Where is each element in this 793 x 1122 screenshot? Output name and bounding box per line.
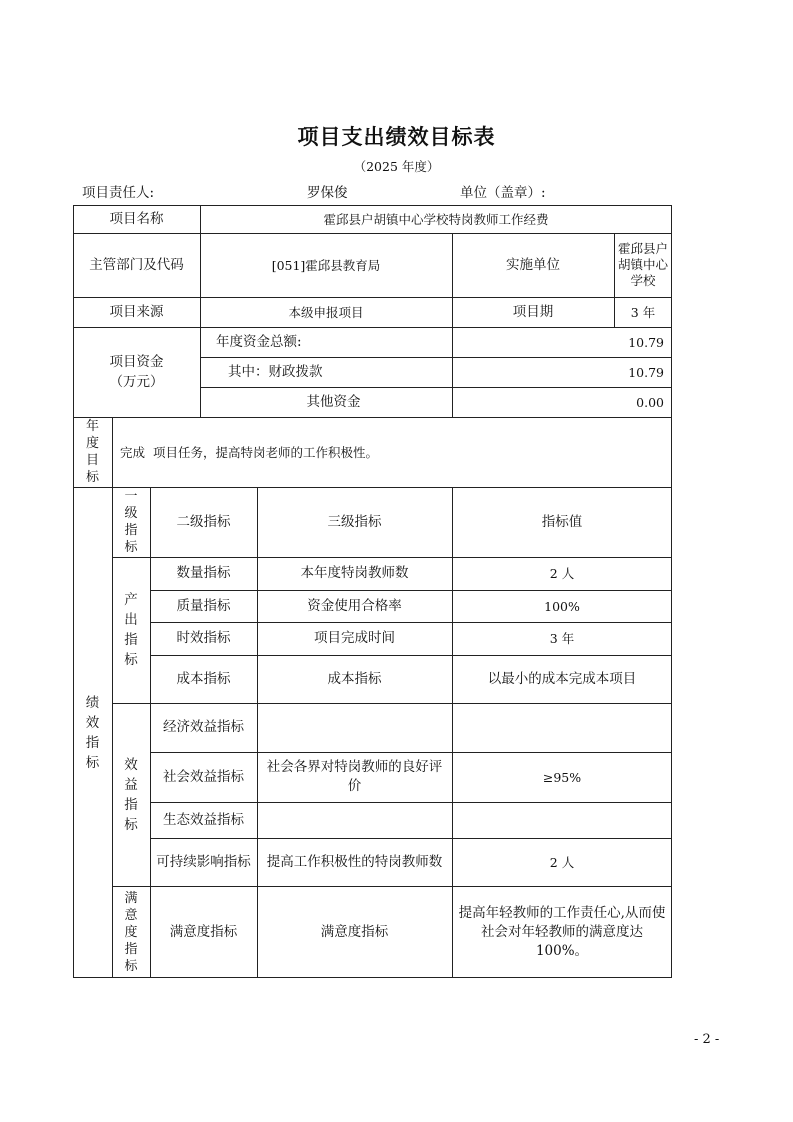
satisfaction-indicators-label: 满 意 度 指 标: [124, 890, 138, 974]
table-row-value: 提高年轻教师的工作责任心,从而使社会对年轻教师的满意度达100%。: [458, 904, 666, 959]
table-row-l3: 资金使用合格率: [307, 597, 402, 614]
level2-header: 二级指标: [176, 513, 231, 530]
table-row-value: [452, 703, 672, 752]
perf-indicators-label: 绩 效 指 标: [85, 694, 100, 771]
person-value: 罗保俊: [307, 185, 348, 201]
level3-header: 三级指标: [327, 513, 382, 530]
table-row-l3: 提高工作积极性的特岗教师数: [266, 853, 443, 870]
value-header: 指标值: [541, 513, 583, 530]
source-label: 项目来源: [109, 303, 164, 320]
table-row-l2: 生态效益指标: [163, 811, 244, 828]
fiscal-label: 其中：财政拨款: [228, 363, 323, 380]
year-label: （2025 年度）: [353, 159, 440, 174]
table-row-l2: 成本指标: [176, 670, 231, 687]
table-row-l2: 质量指标: [176, 597, 231, 614]
impl-unit-value: 霍邱县户胡镇中心学校: [618, 241, 669, 288]
table-row-l3: 满意度指标: [320, 923, 389, 940]
table-row-l3: 本年度特岗教师数: [300, 565, 409, 581]
table-row-value: 2 人: [549, 566, 575, 581]
level1-header: 一 级 指 标: [124, 489, 138, 555]
table-row-l3: 社会各界对特岗教师的良好评价: [266, 759, 443, 794]
table-row-l2: 经济效益指标: [163, 719, 244, 735]
table-row-value: 以最小的成本完成本项目: [487, 670, 637, 687]
fiscal-value: 10.79: [628, 364, 664, 380]
annual-total-value: 10.79: [628, 334, 664, 350]
table-row-l2: 可持续影响指标: [156, 853, 251, 870]
table-row-l2: 时效指标: [176, 630, 231, 646]
period-label: 项目期: [512, 303, 554, 320]
project-name-value: 霍邱县户胡镇中心学校特岗教师工作经费: [323, 211, 549, 227]
benefit-indicators-label: 效 益 指 标: [124, 756, 138, 833]
table-row-value: 2 人: [549, 854, 575, 870]
other-funds-value: 0.00: [636, 394, 664, 410]
page-title: 项目支出绩效目标表: [297, 124, 496, 149]
project-name-label: 项目名称: [109, 210, 164, 227]
table-row-l2: 数量指标: [176, 565, 231, 581]
output-indicators-label: 产 出 指 标: [124, 592, 138, 668]
dept-label: 主管部门及代码: [89, 256, 184, 273]
table-row-l3: 项目完成时间: [314, 630, 395, 646]
table-row-l3: 成本指标: [327, 670, 382, 687]
person-label: 项目责任人:: [82, 185, 155, 201]
table-row-l2: 满意度指标: [169, 923, 238, 940]
other-funds-label: 其他资金: [306, 393, 361, 410]
table-row-l3: [257, 802, 452, 838]
annual-goal-label: 年 度 目 标: [85, 419, 99, 485]
table-row-value: [452, 802, 672, 838]
period-value: 3 年: [630, 304, 656, 320]
table-row-value: 3 年: [549, 631, 575, 646]
annual-goal-value: 完成 项目任务，提高特岗老师的工作积极性。: [120, 444, 378, 460]
page-number: - 2 -: [694, 1032, 720, 1047]
funds-label: 项目资金 （万元）: [109, 354, 164, 390]
table-row-l2: 社会效益指标: [163, 768, 244, 785]
table-row-value: ≥95%: [542, 769, 582, 785]
dept-value: [051]霍邱县教育局: [271, 257, 381, 273]
table-row-value: 100%: [544, 598, 580, 614]
source-value: 本级申报项目: [288, 304, 364, 320]
impl-unit-label: 实施单位: [506, 256, 560, 273]
table-row-l3: [257, 703, 452, 752]
unit-label: 单位（盖章）:: [460, 185, 546, 201]
annual-total-label: 年度资金总额:: [216, 333, 302, 350]
